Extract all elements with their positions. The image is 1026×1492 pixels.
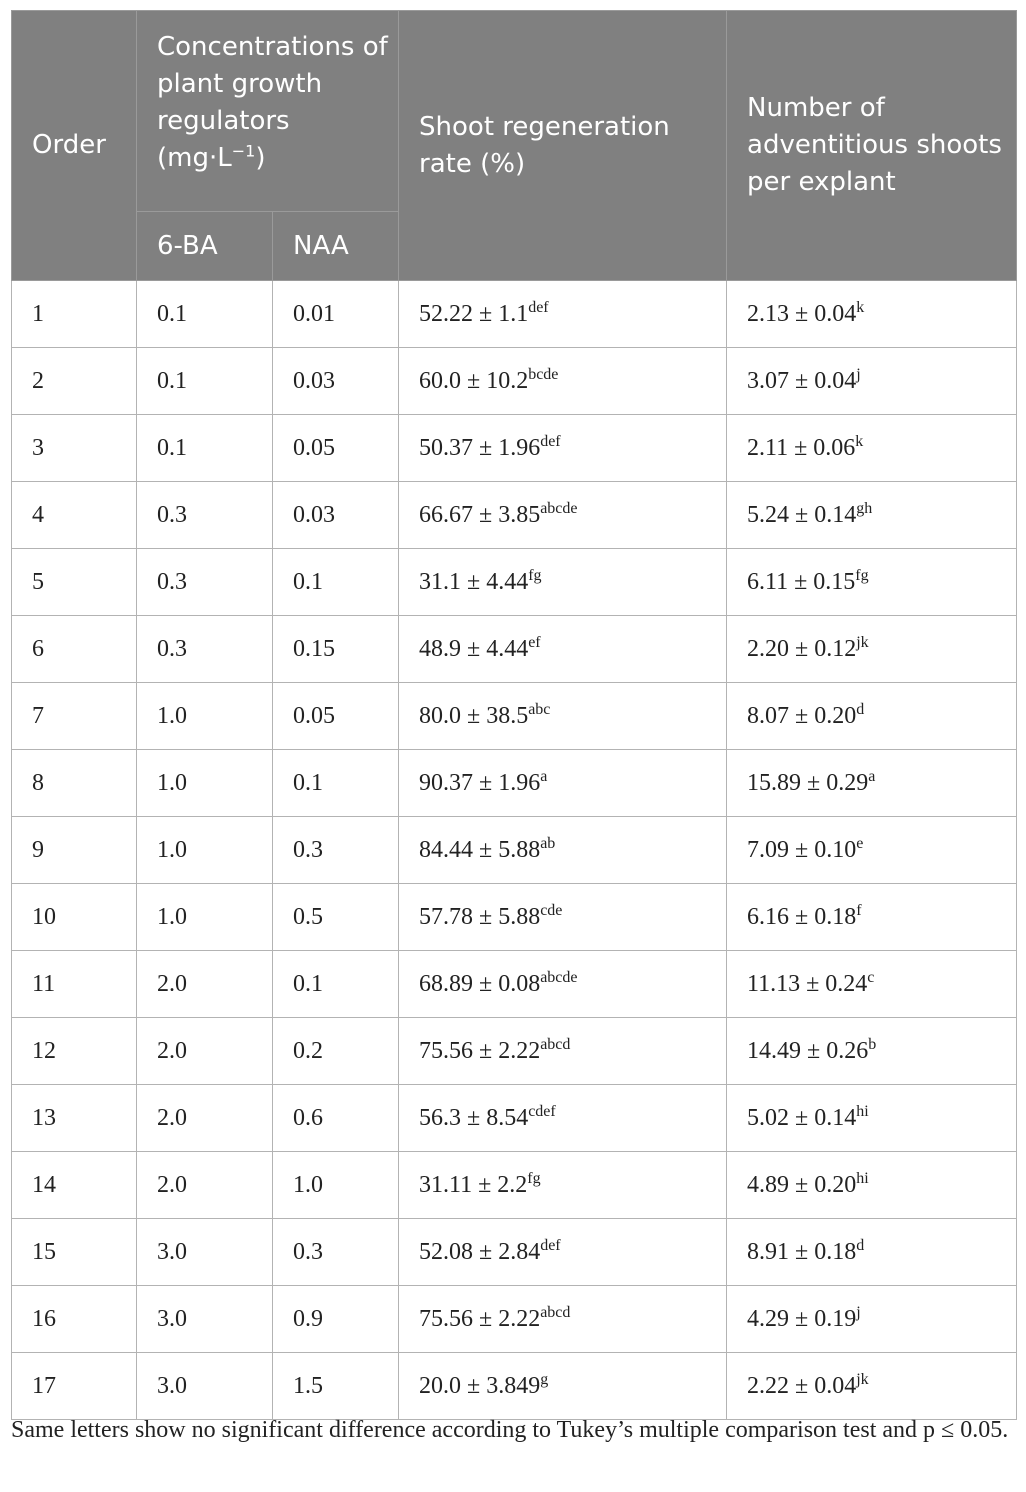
- cell-6ba: [137, 415, 273, 482]
- cell-shoot-number-significance: j: [856, 366, 861, 383]
- cell-shoot-rate-value: 31.11 ± 2.2: [419, 1172, 528, 1198]
- cell-naa: [273, 683, 399, 750]
- cell-naa-value: 0.3: [293, 837, 323, 863]
- cell-order-value: 8: [32, 770, 44, 796]
- cell-shoot-rate: [399, 1219, 727, 1286]
- cell-shoot-rate-significance: abc: [528, 701, 551, 718]
- cell-shoot-rate: [399, 817, 727, 884]
- table-row: [12, 549, 1017, 616]
- cell-shoot-rate-value: 68.89 ± 0.08: [419, 971, 541, 997]
- cell-shoot-rate-value: 52.22 ± 1.1: [419, 301, 529, 327]
- cell-naa-value: 0.3: [293, 1239, 323, 1265]
- cell-order-value: 11: [32, 971, 56, 997]
- header-order-label: Order: [32, 130, 106, 160]
- cell-shoot-rate-significance: def: [528, 299, 549, 316]
- cell-order: [12, 1085, 137, 1152]
- table-row: [12, 1085, 1017, 1152]
- cell-order-value: 10: [32, 904, 56, 930]
- table-row: [12, 683, 1017, 750]
- cell-6ba-value: 3.0: [157, 1373, 187, 1399]
- header-order: [12, 11, 137, 281]
- cell-shoot-rate-value: 50.37 ± 1.96: [419, 435, 541, 461]
- cell-naa-value: 1.0: [293, 1172, 323, 1198]
- header-naa-label: NAA: [293, 230, 349, 261]
- cell-order-value: 1: [32, 301, 44, 327]
- cell-6ba-value: 0.3: [157, 502, 187, 528]
- cell-shoot-number-value: 2.22 ± 0.04: [747, 1373, 857, 1399]
- cell-naa: [273, 1286, 399, 1353]
- table-header: [12, 11, 1017, 281]
- cell-shoot-number-value: 6.16 ± 0.18: [747, 904, 857, 930]
- cell-naa: [273, 1219, 399, 1286]
- cell-shoot-number-significance: c: [867, 969, 875, 986]
- cell-shoot-rate-value: 75.56 ± 2.22: [419, 1306, 541, 1332]
- cell-naa: [273, 616, 399, 683]
- cell-naa: [273, 281, 399, 348]
- cell-order-value: 2: [32, 368, 44, 394]
- cell-shoot-number: [727, 1152, 1017, 1219]
- cell-order: [12, 549, 137, 616]
- cell-shoot-number: [727, 1286, 1017, 1353]
- header-6ba-label: 6-BA: [157, 230, 218, 261]
- cell-order-value: 12: [32, 1038, 56, 1064]
- header-concentrations: [137, 11, 399, 212]
- cell-shoot-rate-significance: def: [540, 1237, 561, 1254]
- cell-shoot-rate-significance: ab: [540, 835, 556, 852]
- cell-shoot-rate: [399, 750, 727, 817]
- cell-6ba: [137, 1085, 273, 1152]
- cell-6ba: [137, 1286, 273, 1353]
- header-concentrations-close: ): [255, 143, 266, 173]
- cell-naa: [273, 951, 399, 1018]
- header-naa: [273, 212, 399, 281]
- cell-shoot-rate: [399, 1353, 727, 1420]
- header-concentrations-label: Concentrations of plant growth regulators (mg·L: [157, 32, 388, 173]
- cell-shoot-number: [727, 1085, 1017, 1152]
- cell-order: [12, 616, 137, 683]
- cell-6ba-value: 2.0: [157, 1038, 187, 1064]
- cell-order: [12, 281, 137, 348]
- cell-naa: [273, 1152, 399, 1219]
- cell-shoot-rate-significance: abcde: [540, 500, 578, 517]
- cell-shoot-number-significance: f: [856, 902, 862, 919]
- cell-shoot-rate-significance: bcde: [528, 366, 559, 383]
- cell-6ba: [137, 616, 273, 683]
- cell-shoot-number-significance: b: [868, 1036, 877, 1053]
- cell-order-value: 16: [32, 1306, 56, 1332]
- cell-shoot-number: [727, 281, 1017, 348]
- cell-order: [12, 1286, 137, 1353]
- cell-shoot-number-value: 2.13 ± 0.04: [747, 301, 857, 327]
- cell-6ba: [137, 951, 273, 1018]
- table-row: [12, 616, 1017, 683]
- cell-order: [12, 750, 137, 817]
- cell-shoot-number: [727, 1353, 1017, 1420]
- cell-shoot-rate-value: 90.37 ± 1.96: [419, 770, 541, 796]
- cell-shoot-number-value: 3.07 ± 0.04: [747, 368, 857, 394]
- cell-shoot-rate-significance: a: [540, 768, 548, 785]
- cell-shoot-number-value: 5.24 ± 0.14: [747, 502, 857, 528]
- cell-6ba: [137, 750, 273, 817]
- cell-shoot-number-value: 4.29 ± 0.19: [747, 1306, 857, 1332]
- cell-shoot-rate-value: 66.67 ± 3.85: [419, 502, 541, 528]
- cell-6ba-value: 1.0: [157, 837, 187, 863]
- cell-order-value: 3: [32, 435, 44, 461]
- cell-naa-value: 0.1: [293, 569, 323, 595]
- cell-6ba-value: 0.1: [157, 368, 187, 394]
- cell-shoot-number-value: 2.20 ± 0.12: [747, 636, 857, 662]
- cell-6ba-value: 0.1: [157, 301, 187, 327]
- table-row: [12, 884, 1017, 951]
- cell-shoot-number-value: 14.49 ± 0.26: [747, 1038, 869, 1064]
- cell-shoot-rate-significance: fg: [527, 1170, 541, 1187]
- cell-shoot-number-significance: gh: [856, 500, 873, 517]
- table-row: [12, 750, 1017, 817]
- cell-shoot-number: [727, 1018, 1017, 1085]
- cell-naa: [273, 1353, 399, 1420]
- cell-shoot-number-significance: jk: [856, 634, 869, 651]
- cell-naa-value: 0.6: [293, 1105, 323, 1131]
- cell-naa-value: 0.05: [293, 435, 335, 461]
- cell-6ba: [137, 348, 273, 415]
- cell-6ba-value: 0.1: [157, 435, 187, 461]
- table-row: [12, 348, 1017, 415]
- cell-shoot-number-value: 11.13 ± 0.24: [747, 971, 868, 997]
- cell-shoot-rate-value: 80.0 ± 38.5: [419, 703, 529, 729]
- cell-shoot-number-significance: j: [856, 1304, 861, 1321]
- cell-6ba: [137, 549, 273, 616]
- cell-6ba-value: 0.3: [157, 569, 187, 595]
- cell-6ba: [137, 817, 273, 884]
- cell-shoot-rate: [399, 348, 727, 415]
- cell-shoot-number: [727, 549, 1017, 616]
- cell-6ba-value: 2.0: [157, 1105, 187, 1131]
- cell-shoot-rate-significance: ef: [528, 634, 541, 651]
- table-row: [12, 1018, 1017, 1085]
- cell-order: [12, 683, 137, 750]
- cell-naa-value: 0.9: [293, 1306, 323, 1332]
- cell-order: [12, 415, 137, 482]
- cell-naa: [273, 482, 399, 549]
- cell-order-value: 15: [32, 1239, 56, 1265]
- cell-order-value: 4: [32, 502, 44, 528]
- cell-naa-value: 0.2: [293, 1038, 323, 1064]
- cell-shoot-number: [727, 1219, 1017, 1286]
- cell-shoot-number-value: 2.11 ± 0.06: [747, 435, 856, 461]
- cell-shoot-rate: [399, 884, 727, 951]
- table-row: [12, 817, 1017, 884]
- cell-shoot-number-significance: d: [856, 701, 865, 718]
- cell-shoot-number: [727, 482, 1017, 549]
- cell-shoot-rate-value: 52.08 ± 2.84: [419, 1239, 541, 1265]
- cell-shoot-rate-significance: abcde: [540, 969, 578, 986]
- cell-naa: [273, 884, 399, 951]
- header-shoot-number: [727, 11, 1017, 281]
- cell-shoot-rate-significance: fg: [528, 567, 542, 584]
- cell-shoot-number-value: 15.89 ± 0.29: [747, 770, 869, 796]
- cell-shoot-number: [727, 683, 1017, 750]
- header-shoot-number-label: Number of adventitious shoots per explant: [747, 93, 1002, 197]
- cell-shoot-rate: [399, 482, 727, 549]
- cell-shoot-rate-value: 75.56 ± 2.22: [419, 1038, 541, 1064]
- cell-6ba-value: 3.0: [157, 1239, 187, 1265]
- cell-shoot-rate: [399, 1085, 727, 1152]
- cell-shoot-rate: [399, 616, 727, 683]
- cell-shoot-rate: [399, 951, 727, 1018]
- cell-order: [12, 348, 137, 415]
- cell-naa-value: 0.15: [293, 636, 335, 662]
- cell-naa-value: 0.1: [293, 770, 323, 796]
- cell-shoot-number-significance: k: [856, 299, 865, 316]
- cell-order-value: 9: [32, 837, 44, 863]
- cell-order-value: 13: [32, 1105, 56, 1131]
- cell-naa: [273, 1085, 399, 1152]
- cell-naa: [273, 817, 399, 884]
- cell-order-value: 14: [32, 1172, 56, 1198]
- cell-6ba-value: 1.0: [157, 770, 187, 796]
- table-row: [12, 1286, 1017, 1353]
- cell-order: [12, 482, 137, 549]
- cell-6ba: [137, 1353, 273, 1420]
- cell-order-value: 7: [32, 703, 44, 729]
- cell-order-value: 17: [32, 1373, 56, 1399]
- header-shoot-rate-label: Shoot regeneration rate (%): [419, 111, 670, 179]
- cell-shoot-rate-significance: cdef: [528, 1103, 556, 1120]
- cell-shoot-rate-significance: abcd: [540, 1036, 571, 1053]
- cell-6ba: [137, 1152, 273, 1219]
- cell-shoot-rate: [399, 1286, 727, 1353]
- cell-naa-value: 0.05: [293, 703, 335, 729]
- cell-shoot-number-significance: k: [855, 433, 864, 450]
- cell-shoot-rate: [399, 281, 727, 348]
- cell-shoot-rate: [399, 1152, 727, 1219]
- cell-order-value: 5: [32, 569, 44, 595]
- cell-shoot-rate-value: 20.0 ± 3.849: [419, 1373, 541, 1399]
- table-row: [12, 415, 1017, 482]
- cell-shoot-number: [727, 884, 1017, 951]
- cell-shoot-rate-value: 57.78 ± 5.88: [419, 904, 541, 930]
- cell-naa: [273, 415, 399, 482]
- cell-order: [12, 884, 137, 951]
- table-footnote: Same letters show no significant difference according to Tukey’s multiple comparison test and p ≤ 0.05.: [11, 1417, 1009, 1443]
- table-body: [12, 281, 1017, 1420]
- cell-shoot-rate-value: 56.3 ± 8.54: [419, 1105, 529, 1131]
- cell-6ba: [137, 482, 273, 549]
- cell-shoot-number: [727, 750, 1017, 817]
- cell-naa-value: 1.5: [293, 1373, 323, 1399]
- cell-shoot-rate-value: 60.0 ± 10.2: [419, 368, 529, 394]
- cell-shoot-rate-significance: cde: [540, 902, 563, 919]
- cell-6ba: [137, 1219, 273, 1286]
- cell-naa: [273, 549, 399, 616]
- cell-shoot-number-value: 5.02 ± 0.14: [747, 1105, 857, 1131]
- cell-shoot-number-value: 4.89 ± 0.20: [747, 1172, 857, 1198]
- cell-naa: [273, 750, 399, 817]
- header-shoot-rate: [399, 11, 727, 281]
- cell-order-value: 6: [32, 636, 44, 662]
- header-concentrations-exponent: −1: [231, 141, 256, 161]
- cell-6ba-value: 3.0: [157, 1306, 187, 1332]
- cell-shoot-number: [727, 951, 1017, 1018]
- cell-naa-value: 0.03: [293, 502, 335, 528]
- cell-naa-value: 0.03: [293, 368, 335, 394]
- table-row: [12, 482, 1017, 549]
- cell-shoot-number-value: 6.11 ± 0.15: [747, 569, 856, 595]
- cell-shoot-rate: [399, 549, 727, 616]
- cell-naa-value: 0.1: [293, 971, 323, 997]
- cell-6ba-value: 1.0: [157, 703, 187, 729]
- cell-shoot-rate-value: 48.9 ± 4.44: [419, 636, 529, 662]
- cell-shoot-number-significance: a: [868, 768, 876, 785]
- cell-shoot-rate-significance: def: [540, 433, 561, 450]
- cell-order: [12, 1219, 137, 1286]
- cell-shoot-number-significance: hi: [856, 1170, 869, 1187]
- cell-shoot-rate: [399, 683, 727, 750]
- table-row: [12, 951, 1017, 1018]
- cell-shoot-number-value: 7.09 ± 0.10: [747, 837, 857, 863]
- cell-shoot-number-value: 8.91 ± 0.18: [747, 1239, 857, 1265]
- cell-shoot-number: [727, 415, 1017, 482]
- cell-shoot-number-value: 8.07 ± 0.20: [747, 703, 857, 729]
- cell-shoot-number-significance: d: [856, 1237, 865, 1254]
- cell-order: [12, 1152, 137, 1219]
- cell-6ba: [137, 281, 273, 348]
- cell-naa: [273, 348, 399, 415]
- cell-order: [12, 951, 137, 1018]
- cell-shoot-number: [727, 817, 1017, 884]
- cell-naa-value: 0.5: [293, 904, 323, 930]
- cell-naa: [273, 1018, 399, 1085]
- cell-naa-value: 0.01: [293, 301, 335, 327]
- cell-order: [12, 1018, 137, 1085]
- cell-6ba-value: 1.0: [157, 904, 187, 930]
- table-row: [12, 1152, 1017, 1219]
- cell-shoot-rate-significance: abcd: [540, 1304, 571, 1321]
- cell-shoot-rate-significance: g: [540, 1371, 549, 1388]
- cell-shoot-number-significance: e: [856, 835, 864, 852]
- cell-shoot-rate-value: 31.1 ± 4.44: [419, 569, 529, 595]
- cell-6ba: [137, 1018, 273, 1085]
- results-table: [11, 10, 1017, 1420]
- cell-6ba: [137, 683, 273, 750]
- cell-6ba-value: 2.0: [157, 1172, 187, 1198]
- table-row: [12, 1219, 1017, 1286]
- cell-6ba-value: 0.3: [157, 636, 187, 662]
- header-6ba: [137, 212, 273, 281]
- cell-shoot-number-significance: hi: [856, 1103, 869, 1120]
- cell-shoot-rate-value: 84.44 ± 5.88: [419, 837, 541, 863]
- cell-shoot-number-significance: jk: [856, 1371, 869, 1388]
- cell-shoot-rate: [399, 1018, 727, 1085]
- cell-order: [12, 817, 137, 884]
- cell-6ba-value: 2.0: [157, 971, 187, 997]
- cell-shoot-number: [727, 348, 1017, 415]
- cell-6ba: [137, 884, 273, 951]
- table-row: [12, 1353, 1017, 1420]
- cell-shoot-number-significance: fg: [855, 567, 869, 584]
- cell-shoot-rate: [399, 415, 727, 482]
- cell-order: [12, 1353, 137, 1420]
- table-row: [12, 281, 1017, 348]
- cell-shoot-number: [727, 616, 1017, 683]
